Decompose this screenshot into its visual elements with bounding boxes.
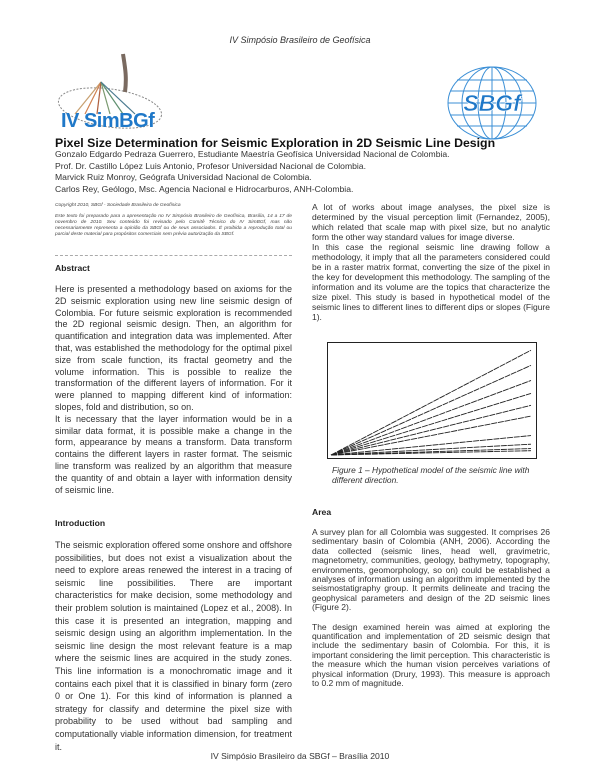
abstract-heading: Abstract	[55, 263, 90, 273]
introduction-section	[55, 518, 292, 530]
abstract-section	[55, 263, 292, 275]
area-heading: Area	[312, 507, 332, 517]
right-intro-body	[312, 202, 550, 322]
figure-1-caption: Figure 1 – Hypothetical model of the seismic line with different direction.	[332, 465, 530, 485]
svg-text:IV SimBGf: IV SimBGf	[61, 110, 155, 132]
copyright-block	[55, 203, 292, 243]
author: Gonzalo Edgardo Pedraza Guerrero, Estudiante Maestría Geofísica Universidad Nacional de Colombia.	[55, 149, 450, 159]
running-header: IV Simpósio Brasileiro de Geofísica	[229, 35, 371, 45]
seismic-line	[331, 380, 531, 455]
paragraph: The seismic exploration offered some onshore and offshore possibilities, but does not exist a visualization about the need to explore areas renewed the interest in a tracing of seismic line possibilities. There are important characteristics for make decision, some methodology and their problem solution is maintained (Lopez et al., 2008). In this case it is presented an integration, mapping and seismic design using an algorithm implementation. In the seismic line design the most relevant feature is a map where the seismic lines are acquired in the study zones. This line information is a monochromatic image and it contains each pixel that it is classified in binary form (zero 0 or One 1). For this kind of information is planned a strategy for classify and determine the pixel size with probability to be used without bad sampling and computationally viable information dimension, for treatment it.	[55, 540, 292, 752]
seismic-line	[331, 365, 531, 455]
sbgf-logo	[445, 64, 540, 142]
paragraph: A lot of works about image analyses, the pixel size is determined by the visual perception limit (Fernandez, 2005), which related that scale map with pixel size, but no analytic form the other way standard values for image diverse.	[312, 202, 550, 242]
seismic-lines-plot	[328, 343, 535, 457]
seismic-line	[331, 405, 531, 455]
author-list	[55, 149, 450, 195]
author: Marvick Ruiz Monroy, Geógrafa Universidad Nacional de Colombia.	[55, 172, 312, 183]
paper-title: Pixel Size Determination for Seismic Exploration in 2D Seismic Line Design	[55, 136, 496, 150]
author: Carlos Rey, Geólogo, Msc. Agencia Nacional e Hidrocarburos, ANH-Colombia.	[55, 183, 354, 194]
page-footer: IV Simpósio Brasileiro da SBGf – Brasília 2010	[210, 751, 390, 761]
paragraph: In this case the regional seismic line drawing follow a methodology, it imply that all the parameters considered could be in a raster matrix format, converting the size of the pixel in the key for development this methodology. The sampling of the information and its volume are the topics that characterize the size pixel. This study is based in hypothetical model of the seismic lines to different lines to different dips or slopes (Figure 1).	[312, 242, 550, 322]
copyright-notice: Este texto foi preparado para a apresentação no IV Simpósio Brasileiro de Geofísica, Brasília, 14 a 17 de novembro de 2010. Seu conteúdo foi revisado pelo Comitê Técnico do IV SimBGf, mas não necessariamente representa a opinião da SBGf ou de seus associados. É proibida a reprodução total ou parcial deste material para propósitos comerciais sem prévia autorização da SBGf.	[55, 214, 292, 237]
abstract-body	[55, 284, 292, 496]
area-section	[312, 508, 550, 517]
area-body	[312, 528, 550, 689]
introduction-heading: Introduction	[55, 518, 106, 528]
copyright-line: Copyright 2010, SBGf - Sociedade Brasileira de Geofísica	[55, 203, 181, 208]
author: Prof. Dr. Castillo López Luis Antonio, Profesor Universidad Nacional de Colombia.	[55, 160, 366, 171]
paragraph: The design examined herein was aimed at exploring the quantification and implementation of 2D seismic design that include the sedimentary basin of Colombia. For this, it is important considering the limit perception. This characteristic is the measure which the human vision perceives variations of physical information (Drury, 1993). This measure is approach to 0.2 mm of magnitude.	[312, 621, 550, 689]
introduction-body	[55, 539, 292, 753]
divider	[55, 255, 292, 256]
svg-text:SBGf: SBGf	[463, 90, 521, 116]
simbgf-logo	[55, 52, 170, 142]
paragraph: Here is presented a methodology based on axioms for the 2D seismic exploration using new line seismic design of Colombia. For future seismic exploration is recommended the 2D regional seismic design. Then, an algorithm for quantification and integration data was implemented. After that, was established the methodology for the optimal pixel size from scale function, its fractal geometry and the volume information. This is possible to realize the transformation of the different layers of information. For it were planned to mapping different kind of information: slopes, fold and distribution, so on.	[55, 284, 292, 412]
figure-1	[327, 342, 537, 459]
paragraph: It is necessary that the layer information would be in a similar data format, it is possible make a change in the form, appearance by means a transform. Data transform contains the different layers in raster format. The seismic line transform was realized by an algorithm that measure the quantity of and obtain a layer with information density of seismic line.	[55, 413, 292, 495]
paragraph: A survey plan for all Colombia was suggested. It comprises 26 sedimentary basin of Colombia (ANH, 2006). According the data collected (seismic lines, head well, gravimetric, magnetometry, communities, geology, bathymetry, topography, environments, geomorphology, so on) could be established a analyses of information using an algorithm implemented by the seismostatigraphy group. It permits delineate and tracing the geophysical parameters and design of the 2D seismic lines (Figure 2).	[312, 527, 550, 613]
